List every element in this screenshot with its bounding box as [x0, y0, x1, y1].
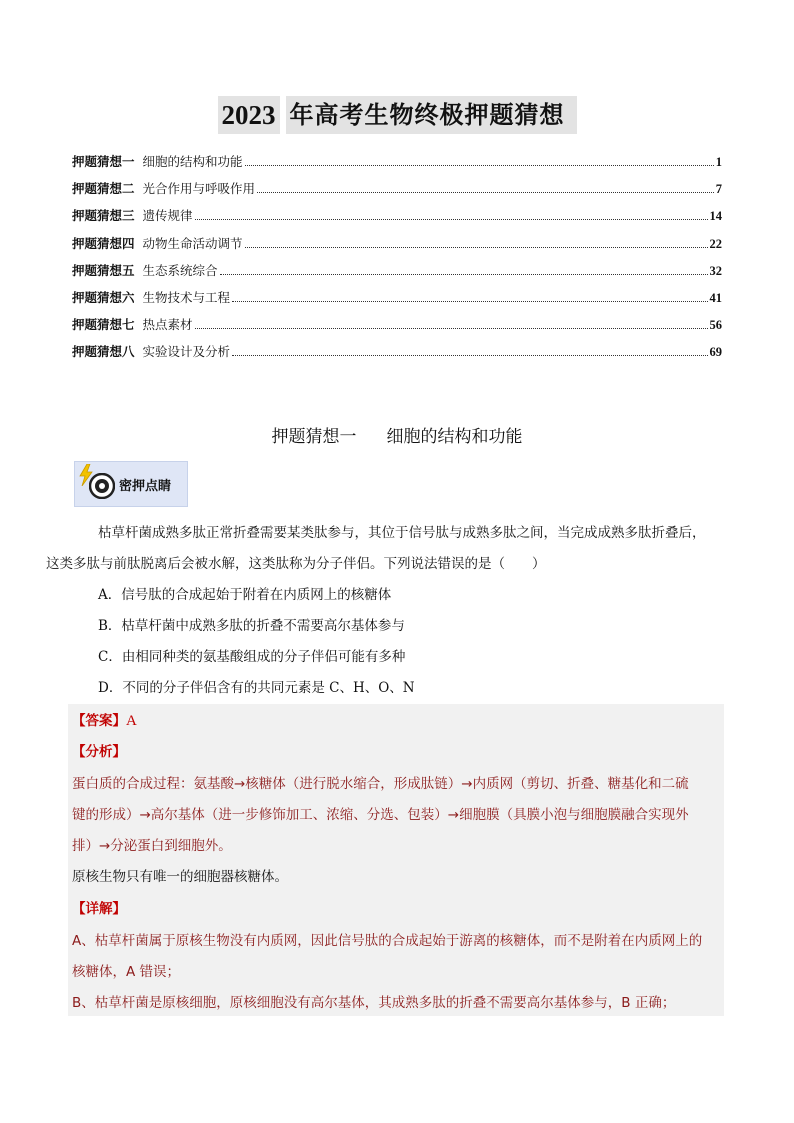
toc-entry[interactable] [72, 288, 722, 315]
question-stem [46, 518, 724, 580]
toc-entry-page: 22 [709, 236, 722, 251]
title-text: 年高考生物终极押题猜想 [286, 96, 577, 134]
toc-entry-topic: 实验设计及分析 [142, 344, 231, 360]
badge-label: 密押点睛 [119, 479, 172, 494]
question-stem-line: 枯草杆菌成熟多肽正常折叠需要某类肽参与，其位于信号肽与成熟多肽之间，当完成成熟多肽折叠后， [98, 525, 706, 541]
toc-entry[interactable] [72, 315, 722, 342]
toc-entry-guess: 押题猜想二 [72, 181, 135, 197]
toc-entry-topic: 热点素材 [142, 317, 193, 333]
toc-leader-dots [195, 328, 708, 329]
document-title [0, 96, 794, 134]
section-heading [0, 422, 794, 447]
toc-leader-dots [245, 247, 708, 248]
option-d[interactable]: D．不同的分子伴侣含有的共同元素是 C、H、O、N [98, 680, 415, 696]
toc-entry-page: 56 [709, 318, 722, 333]
toc-entry-topic: 生态系统综合 [142, 262, 218, 278]
detail-line: A、枯草杆菌属于原核生物没有内质网，因此信号肽的合成起始于游离的核糖体，而不是附着在内质网上的 [72, 933, 703, 949]
toc-entry-guess: 押题猜想三 [72, 208, 135, 224]
target-icon [89, 473, 115, 503]
toc-leader-dots [232, 301, 707, 302]
toc-entry-guess: 押题猜想四 [72, 235, 135, 251]
toc-entry[interactable] [72, 152, 722, 179]
toc-entry[interactable] [72, 179, 722, 206]
answer-tag: 【答案】 [72, 713, 126, 729]
toc-leader-dots [245, 165, 714, 166]
question-block [46, 518, 724, 704]
detail-line: 核糖体，A 错误； [72, 964, 181, 980]
toc-leader-dots [220, 274, 708, 275]
analysis-line: 蛋白质的合成过程：氨基酸→核糖体（进行脱水缩合，形成肽链）→内质网（剪切、折叠、糖基化和二硫 [72, 776, 689, 792]
toc-entry-page: 41 [709, 290, 722, 305]
detail-heading [72, 897, 126, 917]
toc-entry-guess: 押题猜想六 [72, 289, 135, 305]
section-topic: 细胞的结构和功能 [386, 427, 523, 447]
analysis-line: 排）→分泌蛋白到细胞外。 [72, 838, 232, 854]
toc-entry-topic: 光合作用与呼吸作用 [142, 181, 256, 197]
detail-tag: 【详解】 [72, 901, 126, 917]
toc-entry-guess: 押题猜想七 [72, 317, 135, 333]
toc-leader-dots [257, 192, 714, 193]
toc-entry-guess: 押题猜想一 [72, 154, 135, 169]
toc-entry-page: 32 [709, 263, 722, 278]
analysis-tag: 【分析】 [72, 744, 126, 760]
answer-value: A [126, 713, 137, 729]
toc-entry-topic: 生物技术与工程 [142, 289, 231, 305]
section-guess: 押题猜想一 [271, 427, 357, 447]
toc-entry-page: 14 [709, 209, 722, 224]
toc-entry-page: 69 [709, 345, 722, 360]
toc-entry-page: 7 [715, 182, 722, 197]
title-year: 2023 [218, 96, 280, 134]
answer-line [72, 709, 137, 730]
analysis-heading [72, 740, 126, 760]
option-b[interactable]: B．枯草杆菌中成熟多肽的折叠不需要高尔基体参与 [98, 618, 405, 634]
toc-entry-guess: 押题猜想五 [72, 262, 135, 278]
toc-entry[interactable] [72, 342, 722, 369]
answer-explanation [68, 704, 724, 1016]
toc-entry-topic: 细胞的结构和功能 [142, 154, 243, 169]
toc-entry-topic: 动物生命活动调节 [142, 235, 243, 251]
option-c[interactable]: C．由相同种类的氨基酸组成的分子伴侣可能有多种 [98, 649, 406, 665]
toc-entry[interactable] [72, 206, 722, 233]
detail-line: B、枯草杆菌是原核细胞，原核细胞没有高尔基体，其成熟多肽的折叠不需要高尔基体参与，B 正确； [72, 995, 676, 1011]
toc-entry[interactable] [72, 234, 722, 261]
toc-leader-dots [232, 355, 707, 356]
analysis-line: 键的形成）→高尔基体（进一步修饰加工、浓缩、分选、包装）→细胞膜（具膜小泡与细胞膜融合实现外 [72, 807, 689, 823]
toc-entry-guess: 押题猜想八 [72, 344, 135, 360]
question-stem-line: 这类多肽与前肽脱离后会被水解，这类肽称为分子伴侣。下列说法错误的是（ ） [46, 556, 546, 572]
toc-entry-topic: 遗传规律 [142, 208, 193, 224]
toc-leader-dots [195, 219, 708, 220]
table-of-contents [72, 152, 722, 370]
option-a[interactable]: A．信号肽的合成起始于附着在内质网上的核糖体 [98, 587, 392, 603]
toc-entry-page: 1 [715, 155, 722, 169]
key-points-badge [74, 461, 188, 507]
prokaryote-note: 原核生物只有唯一的细胞器核糖体。 [72, 869, 288, 885]
toc-entry[interactable] [72, 261, 722, 288]
